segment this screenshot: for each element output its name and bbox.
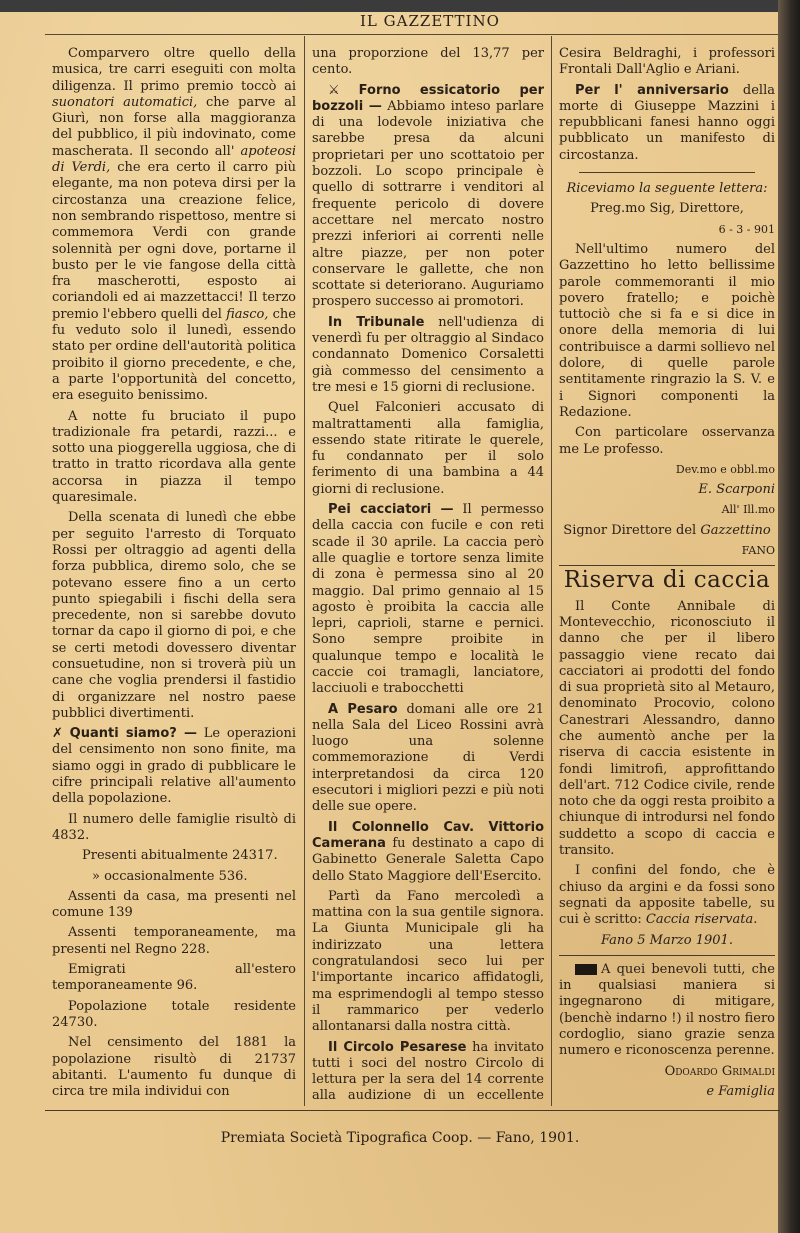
letter-city: FANO xyxy=(741,544,775,558)
masthead: IL GAZZETTINO xyxy=(360,12,500,30)
article-carnival-p2: A notte fu bruciato il pupo tradizionale fra petardi, razzi... e sotto una pioggerella uggiosa, che di tratto in tratto ricordava alla gente accorsa in piazza il tempo quaresimale. xyxy=(52,408,296,506)
riserva-title: Riserva di caccia xyxy=(563,567,771,594)
imprint: Premiata Società Tipografica Coop. — Fano, 1901. xyxy=(220,1130,580,1146)
column-divider-2 xyxy=(551,36,552,1106)
divider xyxy=(559,955,775,956)
binding-spine xyxy=(778,0,800,1233)
census-absent-home: Assenti da casa, ma presenti nel comune 139 xyxy=(52,888,296,921)
column-3 xyxy=(559,46,775,1104)
letter-salutation: Preg.mo Sig, Direttore, xyxy=(590,201,744,217)
letter-body: Nell'ultimo numero del Gazzettino ho letto bellissime parole commemoranti il mio povero fratello; e poichè tuttociò che si fa e si dice in onore della memoria di lui contribuisce a darmi sollievo nel dolore, di quelle parole sentitamente ringrazio la S. V. e i Signori componenti la Redazione. xyxy=(559,241,775,420)
divider xyxy=(579,172,755,173)
thanks-signature: Odoardo Grimaldi xyxy=(664,1063,775,1079)
article-colonnello: Il Colonnello Cav. Vittorio Camerana fu destinato a capo di Gabinetto Generale Saletta Capo dello Stato Maggiore dell'Esercito. xyxy=(312,819,544,884)
riserva-date: Fano 5 Marzo 1901. xyxy=(601,932,733,948)
thanks-family: e Famiglia xyxy=(706,1083,775,1099)
divider xyxy=(559,565,775,566)
article-anniversario: Per l' anniversario della morte di Giuseppe Mazzini i repubblicani fanesi hanno oggi pubblicato un manifesto di circostanza. xyxy=(559,82,775,163)
article-colonnello-p2: Partì da Fano mercoledì a mattina con la sua gentile signora. La Giunta Municipale gli ha indirizzato una lettera congratulandosi seco lui per l'importante incarico affidatogli, ma esprimendogli al tempo stesso il rammarico per vederlo allontanarsi dalla nostra città. xyxy=(312,888,544,1035)
letter-addressee-2: Signor Direttore del Gazzettino xyxy=(563,522,771,538)
article-forno: ⚔ Forno essicatorio per bozzoli — Abbiamo inteso parlare di una lodevole iniziativa che sarebbe presa da alcuni proprietari per uno scottatoio per bozzoli. Lo scopo principale è quello di sottrarre i venditori al frequente pericolo di dovere accettare nel mercato nostro prezzi inferiori ai correnti nelle altre piazze, per non poter conservare le gallette, che non scottate si deteriorano. Auguriamo prospero successo ai promotori. xyxy=(312,82,544,310)
census-emigrated: Emigrati all'estero temporaneamente 96. xyxy=(52,962,296,994)
article-carnival-p3: Della scenata di lunedì che ebbe per seguito l'arresto di Torquato Rossi per oltraggio ad agenti della forza pubblica, diremo solo, che se potevano essere fino a un certo punto spiegabili i fischi della sera precedente, non si sarebbe dovuto tornar da capo il giorno di poi, e che se certi metodi dovessero diventar consuetudine, non si troverà più un cane che voglia prendersi il fastidio di organizzare nel nostro paese pubblici divertimenti. xyxy=(52,510,296,721)
census-absent-temp: Assenti temporaneamente, ma presenti nel Regno 228. xyxy=(52,925,296,957)
circolo-continuation: Cesira Beldraghi, i professori Frontali Dall'Aglio e Ariani. xyxy=(559,46,775,78)
census-1881: Nel censimento del 1881 la popolazione risultò di 21737 abitanti. L'aumento fu dunque di circa tre mila individui con xyxy=(52,1035,296,1100)
column-divider-1 xyxy=(304,36,305,1106)
article-falconieri: Quel Falconieri accusato di maltrattamenti alla famiglia, essendo state ritirate le querele, fu condannato per il solo ferimento di una bambina a 44 giorni di reclusione. xyxy=(312,400,544,497)
article-cacciatori: Pei cacciatori — Il permesso della caccia con fucile e con reti scade il 30 aprile. La caccia però alle quaglie e tortore senza limite di zona è permessa sino al 20 maggio. Dal primo gennaio al 15 agosto è proibita la caccia alle lepri, caprioli, starne e pernici. Sono sempre proibite in qualunque tempo e località le caccie coi tramagli, lanciatore, lacciuoli e trabocchetti xyxy=(312,502,544,697)
letter-addressee: All' Ill.mo xyxy=(721,503,775,517)
census-present: Presenti abitualmente 24317. xyxy=(82,848,278,864)
census-families: Il numero delle famiglie risultò di 4832. xyxy=(52,811,296,843)
scan-top-band xyxy=(0,0,800,12)
footer-rule xyxy=(45,1110,780,1111)
riserva-confini: I confini del fondo, che è chiuso da argini e da fossi sono segnati da apposite tabelle, su cui è scritto: Caccia riservata. xyxy=(559,863,775,928)
article-pesaro: A Pesaro domani alle ore 21 nella Sala del Liceo Rossini avrà luogo una solenne commemorazione di Verdi interpretandosi da circa 120 esecutori i migliori pezzi e più noti delle sue opere. xyxy=(312,701,544,815)
article-carnival-p1: Comparvero oltre quello della musica, tre carri eseguiti con molta diligenza. Il primo premio toccò ai suonatori automatici, che parve al Giurì, non forse alla maggioranza del pubblico, il più indovinato, come mascherata. Il secondo all' apoteosi di Verdi, che era certo il carro più elegante, ma non poteva dirsi per la circostanza una creazione felice, non sembrando rispettoso, mentre si commemora Verdi con grande solennità per ogni dove, portarne il busto per le vie fangose della città fra mascherotti, esposto ai coriandoli ed ai mazzettacci! Il terzo premio l'ebbero quelli del fiasco, che fu veduto solo il lunedì, essendo stato per ordine dell'autorità politica proibito il giorno precedente, e che, a parte l'opportunità del concetto, era eseguito benissimo. xyxy=(52,46,296,404)
column-2 xyxy=(312,46,544,1104)
letter-date: 6 - 3 - 901 xyxy=(718,222,775,236)
top-rule xyxy=(45,34,778,35)
census-occasional: » occasionalmente 536. xyxy=(92,868,248,884)
riserva-body: Il Conte Annibale di Montevecchio, riconosciuto il danno che per il libero passaggio viene recato dai cacciatori ai prodotti del fondo di sua proprietà sito al Metauro, denominato Procovio, colono Canestrari Alessandro, danno che aumentò anche per la riserva di caccia esistente in fondi limitrofi, approfittando dell'art. 712 Codice civile, rende noto che da oggi resta proibito a chiunque di introdursi nel fondo suddetto a scopo di caccia e transito. xyxy=(559,598,775,859)
article-circolo: Il Circolo Pesarese ha invitato tutti i soci del nostro Circolo di lettura per la sera del 14 corrente alla audizione di un eccellente xyxy=(312,1039,544,1104)
article-tribunale: In Tribunale nell'udienza di venerdì fu per oltraggio al Sindaco condannato Domenico Corsaletti già commesso del censimento a tre mesi e 15 giorni di reclusione. xyxy=(312,314,544,395)
article-quanti-siamo: ✗ Quanti siamo? — Le operazioni del censimento non sono finite, ma siamo oggi in grado di pubblicare le cifre principali relative all'aumento della popolazione. xyxy=(52,726,296,807)
letter-closing: Con particolare osservanza me Le professo. xyxy=(559,425,775,457)
letter-intro: Riceviamo la seguente lettera: xyxy=(566,181,768,197)
column-1 xyxy=(52,46,296,1104)
letter-signature: E. Scarponi xyxy=(698,482,775,498)
letter-devmo: Dev.mo e obbl.mo xyxy=(675,462,775,476)
handwritten-check-icon: ⚔ xyxy=(328,82,340,98)
black-block-icon xyxy=(575,964,597,975)
handwritten-mark-icon: ✗ xyxy=(52,726,63,742)
census-total: Popolazione totale residente 24730. xyxy=(52,998,296,1030)
census-continuation: una proporzione del 13,77 per cento. xyxy=(312,46,544,78)
thanks-notice: A quei benevoli tutti, che in qualsiasi maniera si ingegnarono di mitigare, (benchè indarno !) il nostro fiero cordoglio, siano grazie senza numero e riconoscenza perenne. xyxy=(559,961,775,1059)
